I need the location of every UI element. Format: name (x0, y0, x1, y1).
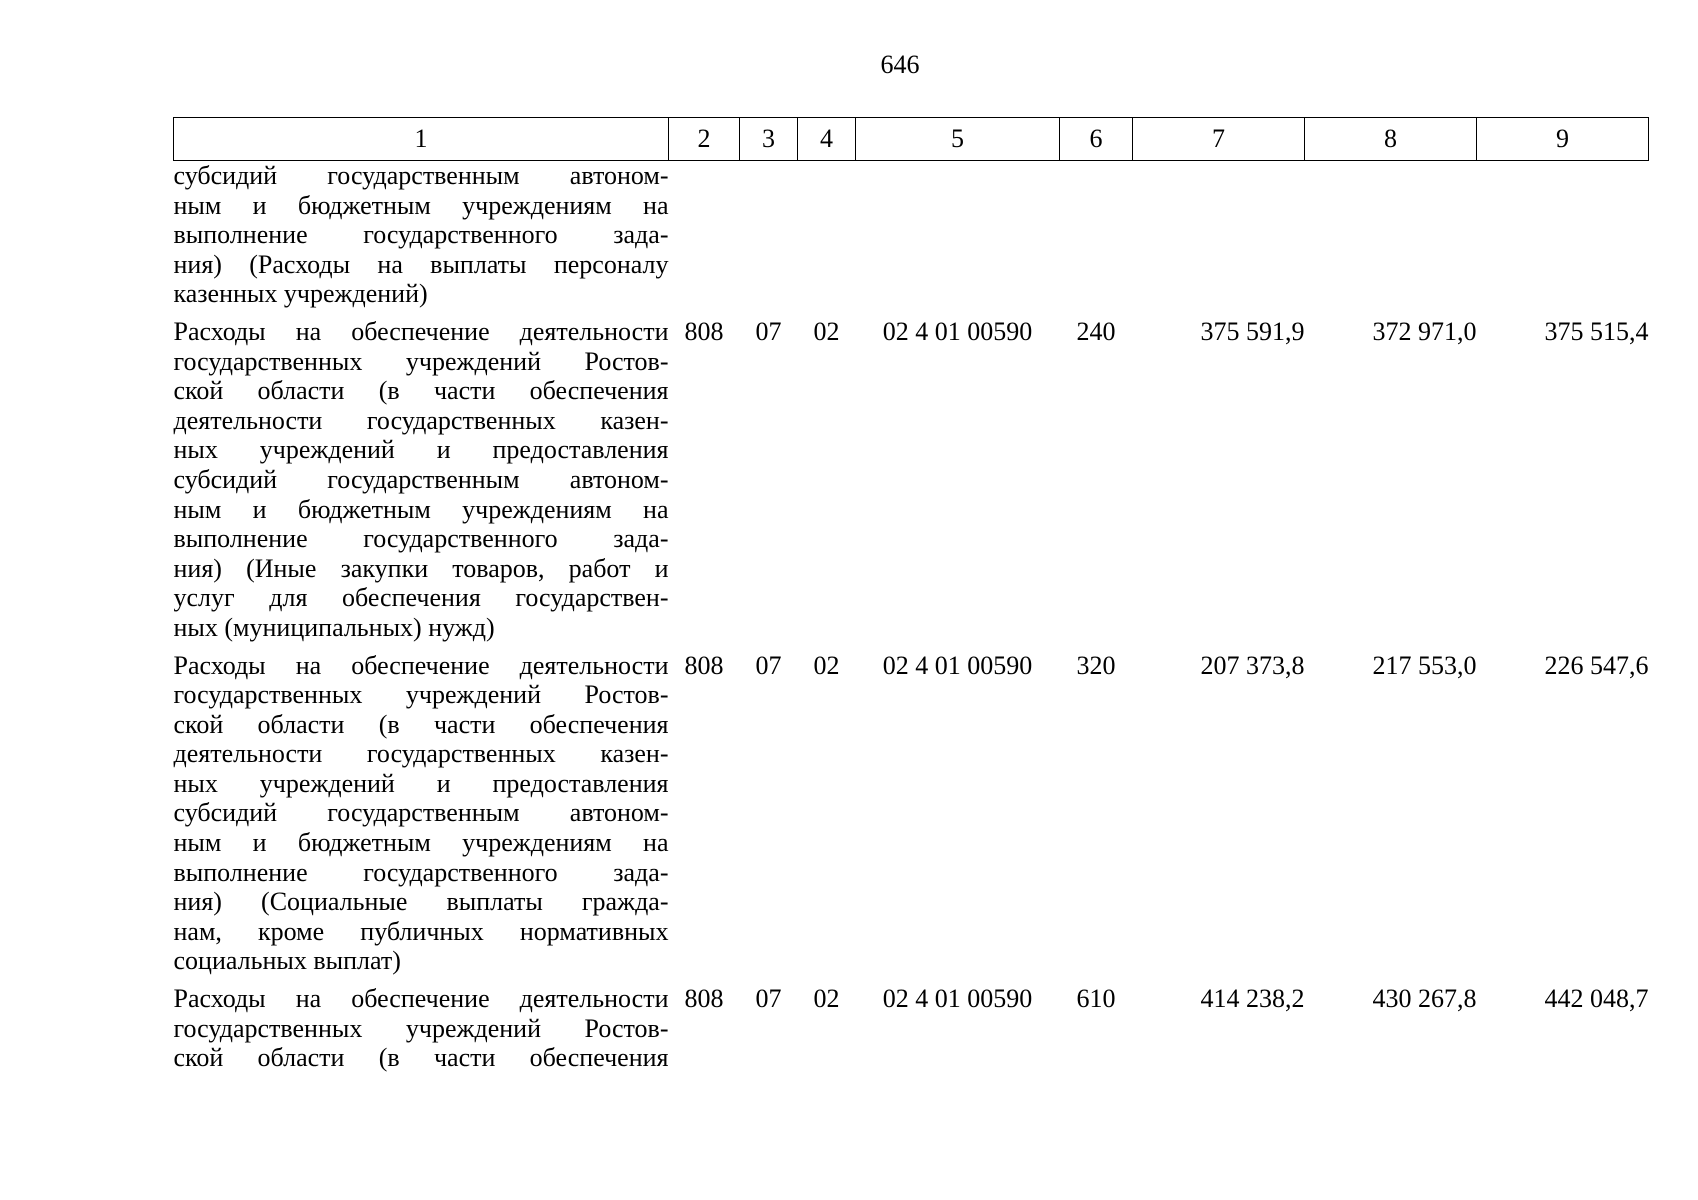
description-line: ным и бюджетным учреждениям на (173, 494, 669, 524)
table-row-continuation (174, 161, 1649, 317)
column-header-3: 3 (740, 118, 798, 161)
description-line: ным и бюджетным учреждениям на (173, 190, 669, 220)
column-number-header (174, 118, 1649, 161)
description-line: выполнение государственного зада- (173, 524, 669, 554)
column-header-9: 9 (1477, 118, 1649, 161)
description-line: Расходы на обеспечение деятельности (173, 650, 669, 680)
description-line: государственных учреждений Ростов- (173, 1013, 669, 1043)
description-line: ния) (Социальные выплаты гражда- (173, 887, 669, 917)
description-line: ской области (в части обеспечения (173, 376, 669, 406)
description-line: ных (муниципальных) нужд) (173, 612, 495, 642)
row-description (174, 651, 669, 985)
description-line: выполнение государственного зада- (173, 857, 669, 887)
cell-amount-8: 372 971,0 (1372, 316, 1477, 346)
description-line: ния) (Иные закупки товаров, работ и (173, 553, 669, 583)
cell-amount-9: 375 515,4 (1544, 316, 1649, 346)
description-line: субсидий государственным автоном- (173, 161, 669, 190)
description-line: ным и бюджетным учреждениям на (173, 828, 669, 858)
table-row (174, 651, 1649, 985)
description-line: деятельности государственных казен- (173, 405, 669, 435)
page-number: 646 (880, 50, 920, 79)
column-header-1: 1 (174, 118, 669, 161)
cell-expense-type: 610 (1076, 984, 1116, 1014)
cell-ministry-code: 808 (684, 316, 724, 346)
cell-ministry-code: 808 (684, 650, 724, 680)
description-line: нам, кроме публичных нормативных (173, 916, 669, 946)
description-line: казенных учреждений) (173, 279, 428, 309)
description-line: государственных учреждений Ростов- (173, 680, 669, 710)
description-line: социальных выплат) (173, 946, 401, 976)
column-header-7: 7 (1133, 118, 1305, 161)
column-header-8: 8 (1305, 118, 1477, 161)
description-line: услуг для обеспечения государствен- (173, 583, 669, 613)
column-header-6: 6 (1060, 118, 1133, 161)
description-line: ской области (в части обеспечения (173, 709, 669, 739)
description-line: ской области (в части обеспечения (173, 1043, 669, 1073)
row-description (174, 317, 669, 651)
description-line: ния) (Расходы на выплаты персоналу (173, 249, 669, 279)
cell-amount-9: 442 048,7 (1544, 984, 1649, 1014)
description-line: государственных учреждений Ростов- (173, 346, 669, 376)
description-line: Расходы на обеспечение деятельности (173, 316, 669, 346)
cell-subsection: 02 (813, 316, 840, 346)
cell-amount-8: 430 267,8 (1372, 984, 1477, 1014)
column-header-2: 2 (669, 118, 740, 161)
cell-expense-type: 240 (1076, 316, 1116, 346)
cell-section: 07 (755, 316, 782, 346)
description-line: Расходы на обеспечение деятельности (173, 984, 669, 1014)
row-description (174, 161, 669, 317)
description-line: ных учреждений и предоставления (173, 435, 669, 465)
cell-target-article: 02 4 01 00590 (882, 984, 1033, 1014)
description-line: выполнение государственного зада- (173, 220, 669, 250)
table-row (174, 984, 1649, 1081)
cell-amount-7: 207 373,8 (1200, 650, 1305, 680)
cell-section: 07 (755, 650, 782, 680)
table-row (174, 317, 1649, 651)
cell-target-article: 02 4 01 00590 (882, 316, 1033, 346)
column-header-4: 4 (798, 118, 856, 161)
cell-amount-7: 414 238,2 (1200, 984, 1305, 1014)
cell-section: 07 (755, 984, 782, 1014)
cell-subsection: 02 (813, 650, 840, 680)
cell-amount-9: 226 547,6 (1544, 650, 1649, 680)
cell-target-article: 02 4 01 00590 (882, 650, 1033, 680)
cell-subsection: 02 (813, 984, 840, 1014)
description-line: ных учреждений и предоставления (173, 768, 669, 798)
budget-table (173, 117, 1649, 1081)
description-line: субсидий государственным автоном- (173, 798, 669, 828)
cell-expense-type: 320 (1076, 650, 1116, 680)
column-header-5: 5 (856, 118, 1060, 161)
cell-amount-7: 375 591,9 (1200, 316, 1305, 346)
description-line: субсидий государственным автоном- (173, 464, 669, 494)
description-line: деятельности государственных казен- (173, 739, 669, 769)
row-description (174, 984, 669, 1081)
cell-ministry-code: 808 (684, 984, 724, 1014)
cell-amount-8: 217 553,0 (1372, 650, 1477, 680)
